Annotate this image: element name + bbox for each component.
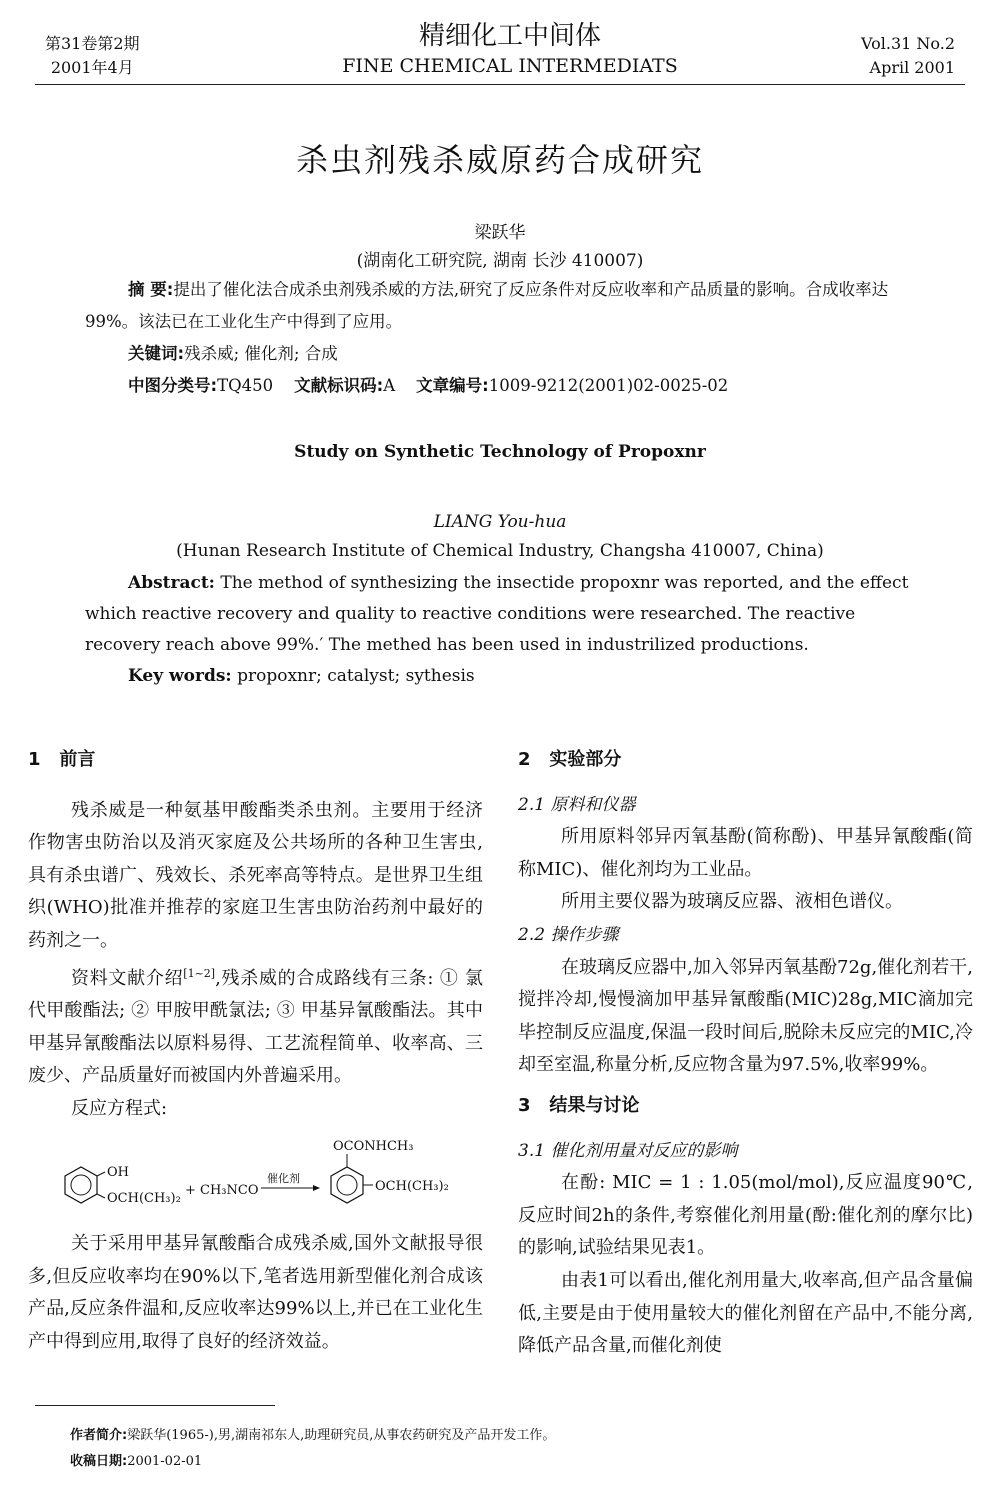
volume-issue-cn: 第31卷第2期 <box>45 34 140 53</box>
doc-code-label: 文献标识码: <box>294 376 384 395</box>
intro-p2-text-b: ,残杀威的合成路线有三条: ① 氯代甲酸酯法; ② 甲胺甲酰氯法; ③ 甲基异氰酸酯法。其中甲基异氰酸酯法以原料易得、工艺流程简单、收率高、三废少、产品质量好而被国内外普遍采用。 <box>28 967 483 1087</box>
section-2-number: 2 <box>518 749 531 770</box>
catalyst-paragraph-1: 在酚: MIC = 1 : 1.05(mol/mol),反应温度90℃,反应时间2h的条件,考察催化剂用量(酚:催化剂的摩尔比)的影响,试验结果见表1。 <box>518 1172 973 1259</box>
article-number-value: 1009-9212(2001)02-0025-02 <box>488 376 729 395</box>
received-date <box>70 1452 202 1472</box>
right-column <box>518 744 973 1363</box>
reactant-isopropoxy-group: OCH(CH₃)₂ <box>107 1191 181 1206</box>
clc-label: 中图分类号: <box>128 376 218 395</box>
reactant-benzene-ring <box>65 1167 97 1203</box>
journal-name-en: FINE CHEMICAL INTERMEDIATS <box>342 55 678 77</box>
author-cn: 梁跃华 <box>474 223 526 243</box>
abstract-cn <box>85 274 915 402</box>
author-bio-label: 作者简介: <box>70 1428 128 1443</box>
product-benzene-ring <box>331 1167 363 1203</box>
section-3-heading <box>518 1090 973 1123</box>
section-3-number: 3 <box>518 1094 531 1116</box>
reaction-equation <box>35 1138 495 1220</box>
abstract-en-label: Abstract: <box>128 573 215 593</box>
doc-code-value: A <box>383 376 396 395</box>
equation-intro: 反应方程式: <box>71 1097 168 1119</box>
section-1-title: 前言 <box>59 749 96 770</box>
section-1-heading <box>28 744 483 777</box>
abstract-en-text: The method of synthesizing the insectide propoxnr was reported, and the effect which reactive recovery and quality to reactive conditions were researched. The reactive recovery reach above 99%.′ The methed has been used in industrilized productions. <box>85 573 909 655</box>
procedure-paragraph: 在玻璃反应器中,加入邻异丙氧基酚72g,催化剂若干,搅拌冷却,慢慢滴加甲基异氰酸酯(MIC)28g,MIC滴加完毕控制反应温度,保温一段时间后,脱除未反应完的MIC,冷却至室温,称量分析,反应物含量为97.5%,收率99%。 <box>518 956 973 1076</box>
article-number-label: 文章编号: <box>416 376 489 395</box>
reactant-ether-bond <box>97 1194 105 1198</box>
keywords-en-text: propoxnr; catalyst; sythesis <box>237 666 475 686</box>
footnote-divider <box>35 1405 275 1406</box>
abstract-cn-label: 摘 要: <box>128 280 174 299</box>
paper-title-cn: 杀虫剂残杀威原药合成研究 <box>295 141 704 179</box>
product-isopropoxy-group: OCH(CH₃)₂ <box>375 1179 449 1194</box>
intro-p2-text-a: 资料文献介绍 <box>71 967 184 989</box>
citation-ref: [1~2] <box>183 966 216 980</box>
journal-name <box>300 18 720 78</box>
left-column-lower <box>28 1228 483 1358</box>
product-aromatic-circle <box>337 1175 357 1195</box>
abstract-en <box>85 568 915 692</box>
subsection-2-2: 2.2 操作步骤 <box>518 924 619 945</box>
keywords-cn-text: 残杀威; 催化剂; 合成 <box>184 344 338 363</box>
intro-paragraph-4: 关于采用甲基异氰酸酯合成残杀威,国外文献报导很多,但反应收率均在90%以下,笔者选用新型催化剂合成该产品,反应条件温和,反应收率达99%以上,并已在工业化生产中得到应用,取得了良好的经济效益。 <box>28 1233 483 1352</box>
affiliation-cn: (湖南化工研究院, 湖南 长沙 410007) <box>356 251 644 271</box>
clc-value: TQ450 <box>217 376 274 395</box>
author-bio <box>70 1426 555 1446</box>
classification-line <box>85 370 915 402</box>
author-bio-text: 梁跃华(1965-),男,湖南祁东人,助理研究员,从事农药研究及产品开发工作。 <box>127 1428 556 1443</box>
journal-name-cn: 精细化工中间体 <box>418 21 601 51</box>
received-date-label: 收稿日期: <box>70 1454 128 1469</box>
instruments-paragraph: 所用主要仪器为玻璃反应器、液相色谱仪。 <box>561 891 903 913</box>
abstract-cn-text: 提出了催化法合成杀虫剂残杀威的方法,研究了反应条件对反应收率和产品质量的影响。合成收率达99%。该法已在工业化生产中得到了应用。 <box>85 280 889 331</box>
received-date-text: 2001-02-01 <box>127 1454 203 1469</box>
reaction-arrowhead <box>313 1185 320 1191</box>
catalyst-paragraph-2: 由表1可以看出,催化剂用量大,收率高,但产品含量偏低,主要是由于使用量较大的催化剂留在产品中,不能分离,降低产品含量,而催化剂使 <box>518 1269 973 1357</box>
intro-paragraph-2 <box>28 958 483 1093</box>
reactant-aromatic-circle <box>71 1175 91 1195</box>
section-2-title: 实验部分 <box>549 749 622 770</box>
keywords-en-label: Key words: <box>128 666 232 686</box>
section-3-title: 结果与讨论 <box>549 1094 640 1116</box>
subsection-3-1: 3.1 催化剂用量对反应的影响 <box>518 1140 738 1161</box>
volume-issue-en: Vol.31 No.2 <box>861 34 955 53</box>
reactant-oh-bond <box>97 1172 105 1176</box>
subsection-2-1: 2.1 原料和仪器 <box>518 794 636 815</box>
paper-title-en: Study on Synthetic Technology of Propoxnr <box>294 442 706 462</box>
affiliation-en: (Hunan Research Institute of Chemical Industry, Changsha 410007, China) <box>176 541 824 561</box>
header-volume-en <box>861 32 955 80</box>
section-1-number: 1 <box>28 749 41 770</box>
materials-paragraph: 所用原料邻异丙氧基酚(简称酚)、甲基异氰酸酯(简称MIC)、催化剂均为工业品。 <box>518 826 973 880</box>
left-column <box>28 744 483 1126</box>
date-en: April 2001 <box>869 58 955 77</box>
author-en: LIANG You-hua <box>433 512 567 532</box>
catalyst-label: 催化剂 <box>267 1172 300 1185</box>
section-2-heading <box>518 744 973 777</box>
reagent-mic: + CH₃NCO <box>185 1183 259 1198</box>
date-cn: 2001年4月 <box>50 58 134 77</box>
intro-paragraph-1: 残杀威是一种氨基甲酸酯类杀虫剂。主要用于经济作物害虫防治以及消灭家庭及公共场所的各种卫生害虫,具有杀虫谱广、残效长、杀死率高等特点。是世界卫生组织(WHO)批准并推荐的家庭卫生害虫防治药剂中最好的药剂之一。 <box>28 799 483 951</box>
header-divider <box>35 84 965 85</box>
keywords-cn-label: 关键词: <box>128 344 185 363</box>
header-volume-cn <box>45 32 140 80</box>
product-carbamate-group: OCONHCH₃ <box>333 1139 414 1154</box>
reactant-oh-group: OH <box>107 1165 129 1180</box>
